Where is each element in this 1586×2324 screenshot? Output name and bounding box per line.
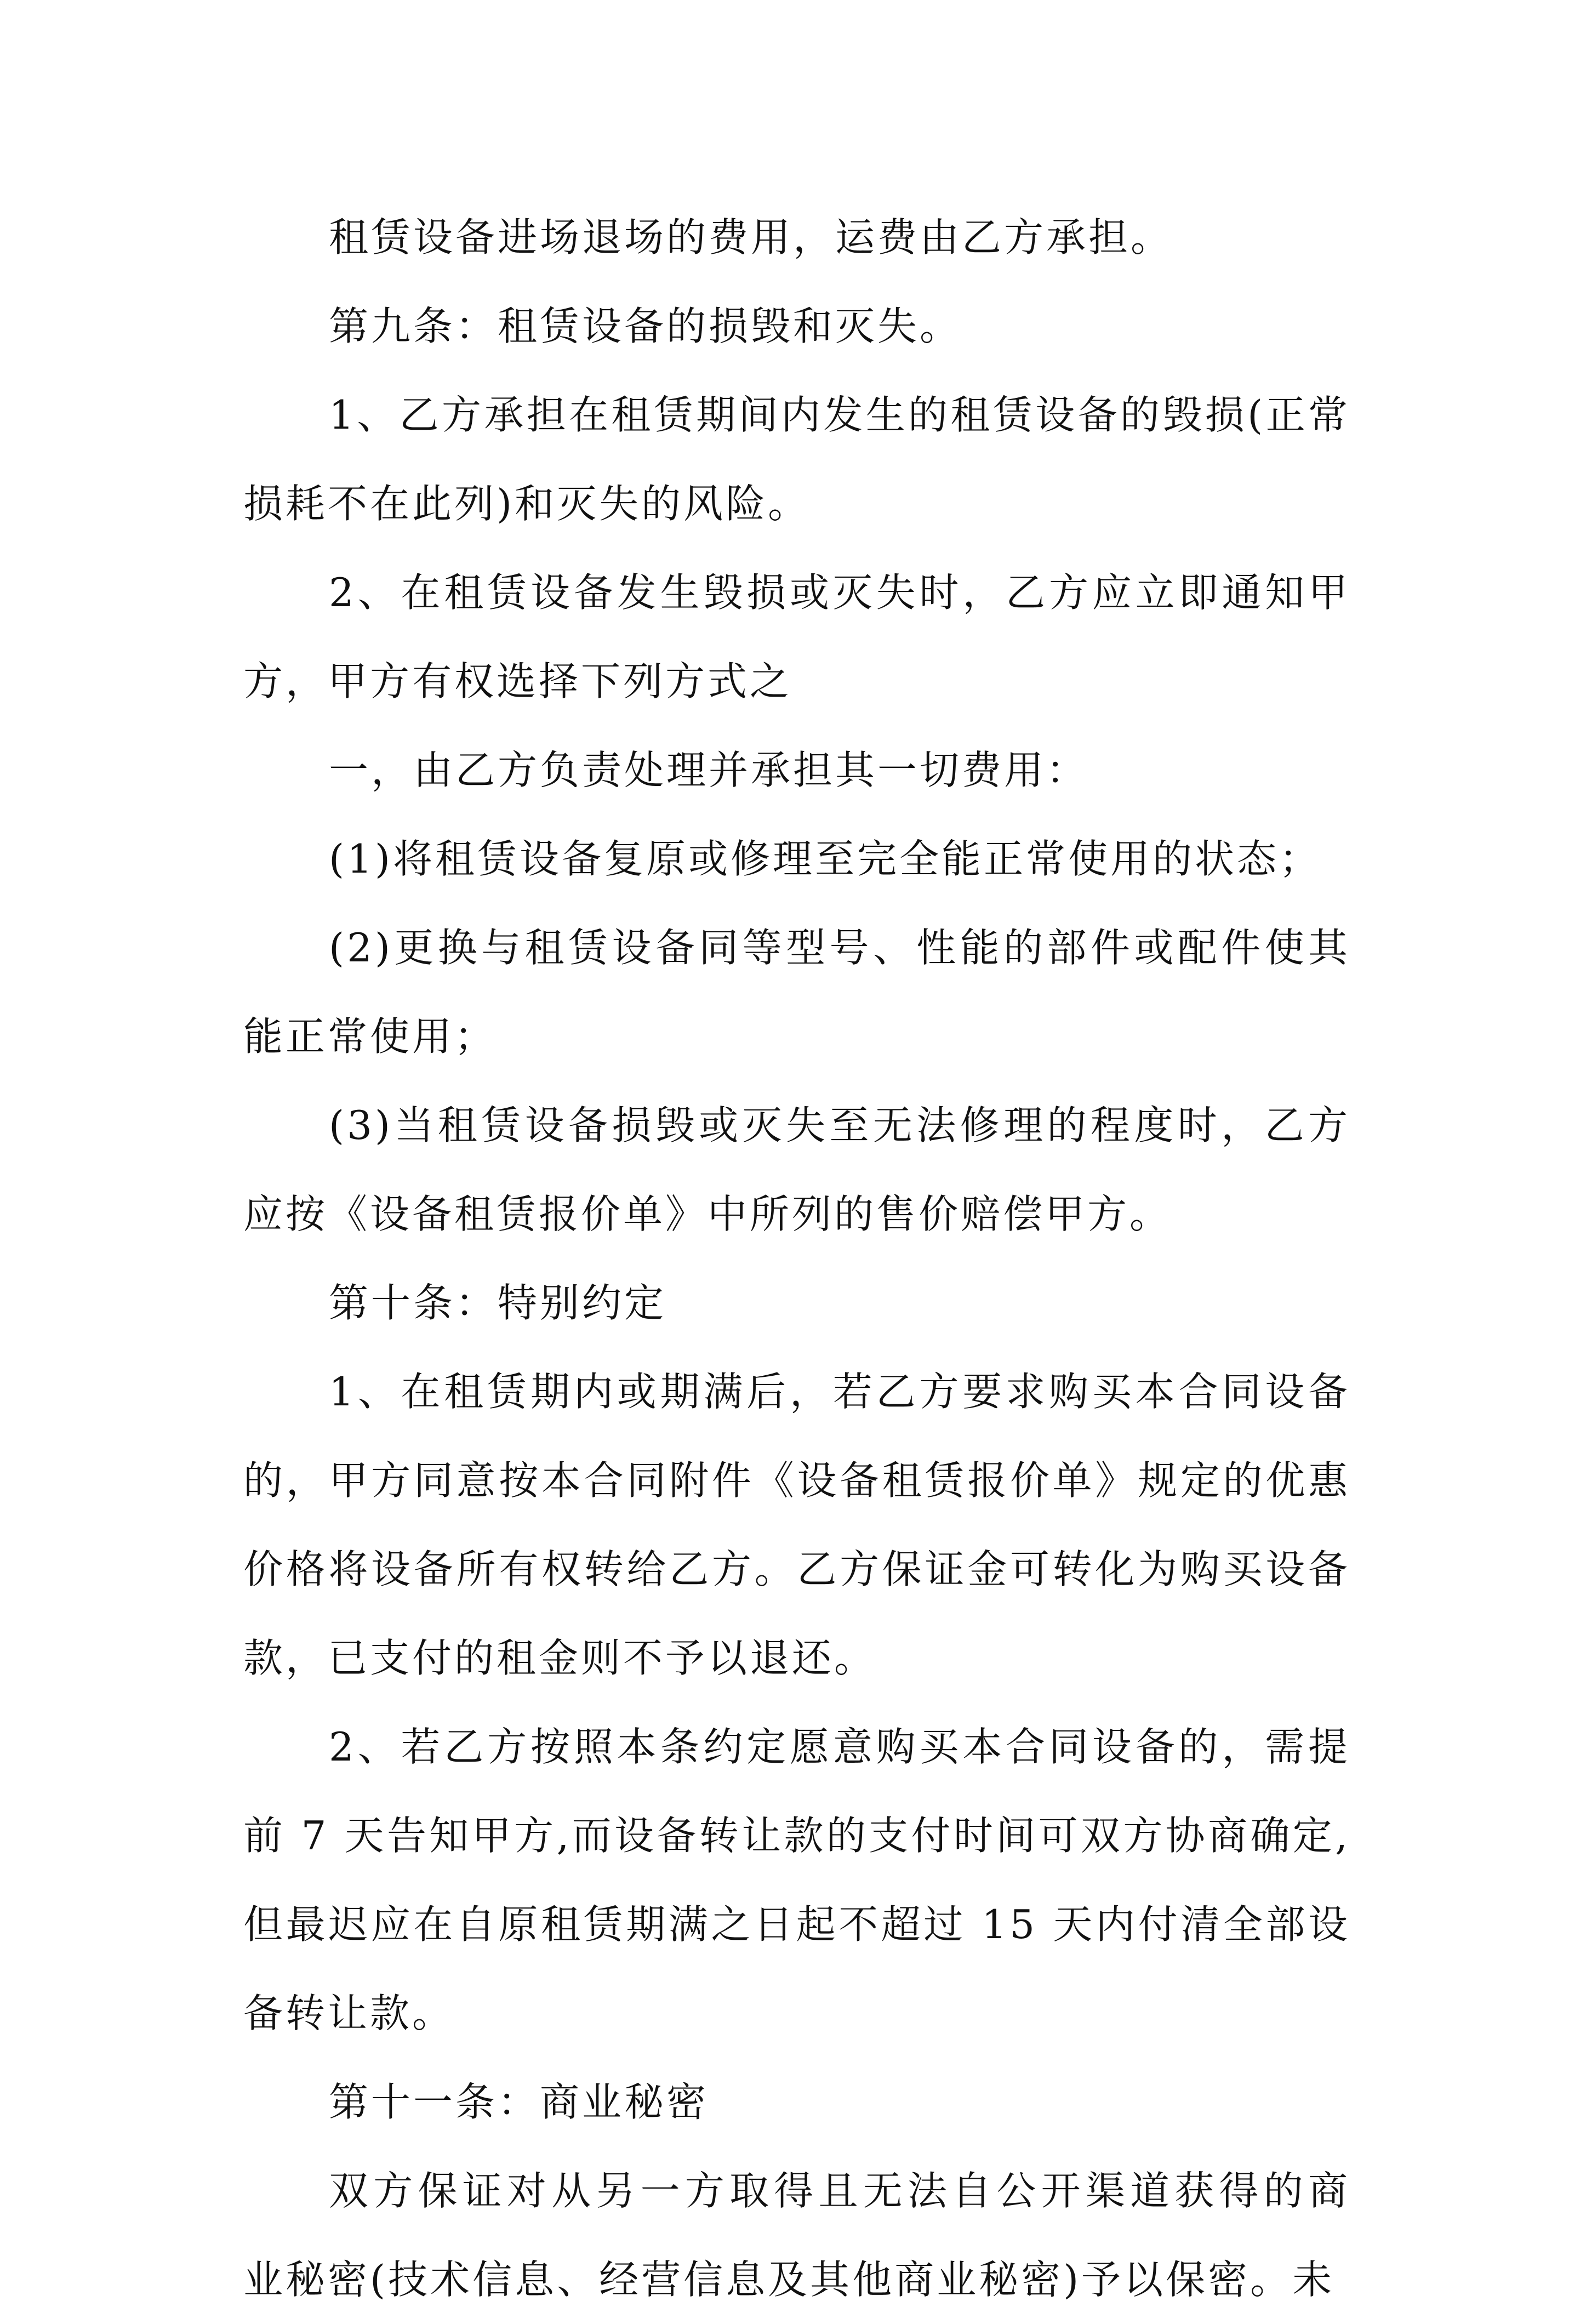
paragraph: [243, 282, 1350, 371]
text-line: 双方保证对从另一方取得且无法自公开渠道获得的商: [329, 2168, 1350, 2214]
text-line: 第十条：特别约定: [329, 1280, 667, 1326]
paragraph: [243, 1258, 1350, 1347]
paragraph: [243, 548, 1350, 726]
text-line: 应按《设备租赁报价单》中所列的售价赔偿甲方。: [243, 1191, 1172, 1237]
text-line: 第九条：租赁设备的损毁和灭失。: [329, 303, 962, 349]
paragraph: [243, 193, 1350, 282]
text-line: 一，由乙方负责处理并承担其一切费用：: [329, 747, 1089, 793]
text-line: 前 7 天告知甲方,而设备转让款的支付时间可双方协商确定,: [243, 1813, 1350, 1859]
text-line: 损耗不在此列)和灭失的风险。: [243, 481, 811, 527]
text-line: 第十一条：商业秘密: [329, 2079, 709, 2125]
text-line: 1、乙方承担在租赁期间内发生的租赁设备的毁损(正常: [329, 392, 1350, 438]
text-line: 价格将设备所有权转给乙方。乙方保证金可转化为购买设备: [243, 1546, 1350, 1592]
text-line: 1、在租赁期内或期满后，若乙方要求购买本合同设备: [329, 1369, 1350, 1415]
paragraph: [243, 371, 1350, 548]
paragraph: [243, 1702, 1350, 2058]
paragraph: [243, 726, 1350, 814]
text-line: (1)将租赁设备复原或修理至完全能正常使用的状态；: [329, 836, 1321, 882]
text-line: (3)当租赁设备损毁或灭失至无法修理的程度时，乙方: [329, 1102, 1350, 1148]
paragraph: [243, 2146, 1350, 2324]
paragraph: [243, 1081, 1350, 1258]
text-line: 备转让款。: [243, 1990, 455, 2036]
text-line: 能正常使用；: [243, 1013, 497, 1060]
text-line: 租赁设备进场退场的费用，运费由乙方承担。: [329, 214, 1173, 260]
text-line: 2、若乙方按照本条约定愿意购买本合同设备的，需提: [329, 1724, 1350, 1770]
text-line: 但最迟应在自原租赁期满之日起不超过 15 天内付清全部设: [243, 1901, 1350, 1947]
text-line: 方，甲方有权选择下列方式之: [243, 658, 792, 704]
paragraph: [243, 903, 1350, 1081]
paragraph: [243, 814, 1350, 903]
text-line: 业秘密(技术信息、经营信息及其他商业秘密)予以保密。未: [243, 2257, 1335, 2303]
paragraph: [243, 2058, 1350, 2146]
text-line: 款，已支付的租金则不予以退还。: [243, 1635, 877, 1681]
text-line: 2、在租赁设备发生毁损或灭失时，乙方应立即通知甲: [329, 569, 1350, 616]
paragraph: [243, 1347, 1350, 1702]
document-body: [243, 193, 1350, 2324]
text-line: (2)更换与租赁设备同等型号、性能的部件或配件使其: [329, 925, 1350, 971]
text-line: 的，甲方同意按本合同附件《设备租赁报价单》规定的优惠: [243, 1457, 1350, 1503]
